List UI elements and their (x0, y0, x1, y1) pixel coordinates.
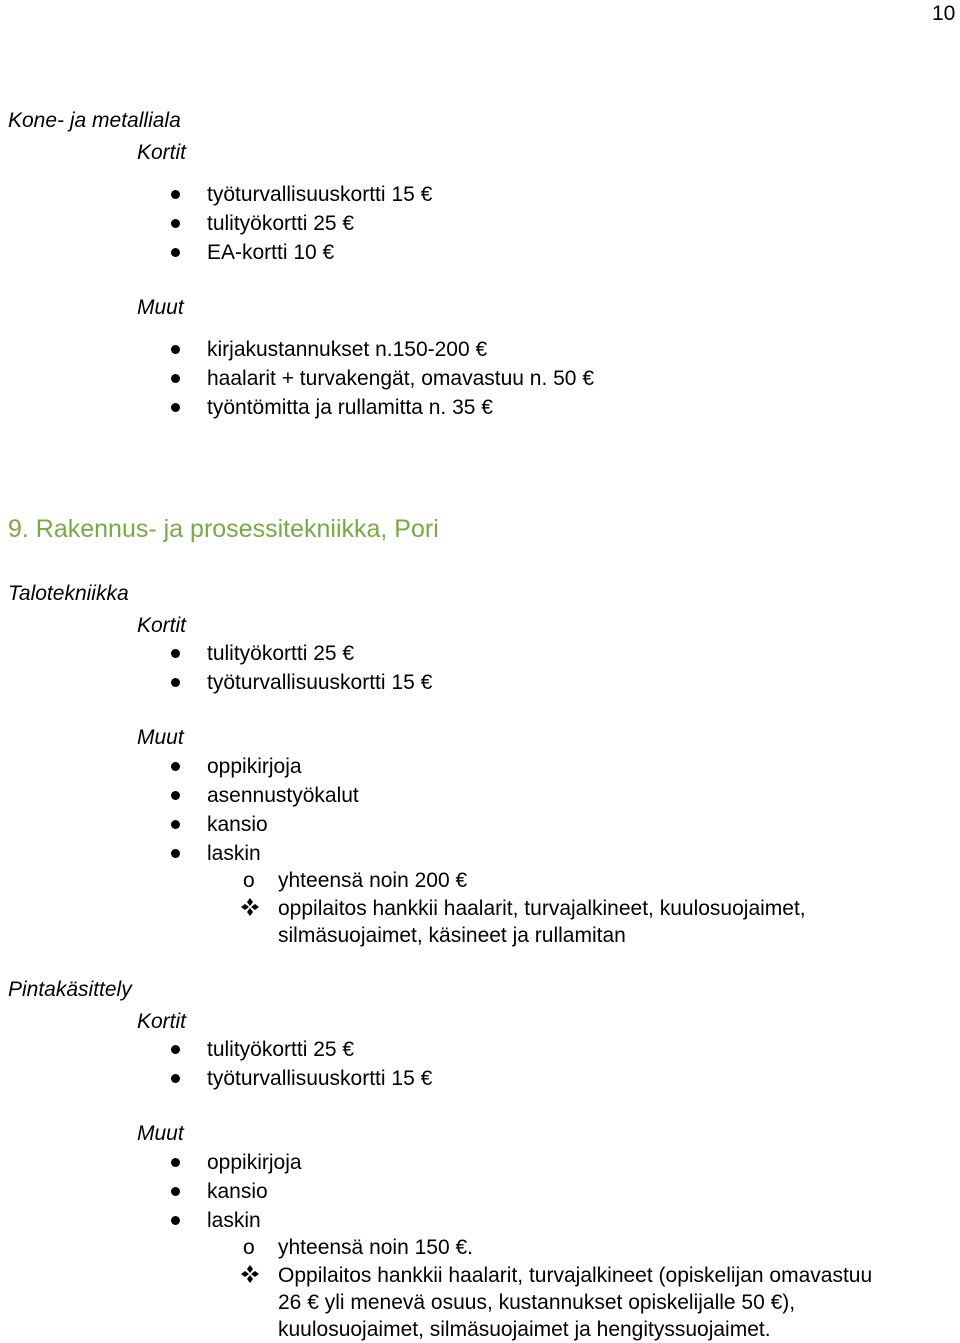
sub-list-item: yhteensä noin 150 €. (278, 1236, 473, 1259)
bullet-icon (171, 1045, 180, 1054)
note-line: Oppilaitos hankkii haalarit, turvajalkineet (opiskelijan omavastuu (278, 1264, 873, 1287)
bullet-icon (171, 649, 180, 658)
sub-list-item: yhteensä noin 200 € (278, 869, 468, 892)
list-item: tulityökortti 25 € (207, 212, 355, 235)
bullet-icon (171, 190, 180, 199)
list-item: oppikirjoja (207, 755, 302, 778)
note-line: oppilaitos hankkii haalarit, turvajalkineet, kuulosuojaimet, (278, 897, 806, 920)
sub-bullet-marker: o (243, 1236, 255, 1259)
list-item: tulityökortti 25 € (207, 1038, 355, 1061)
note-line: kuulosuojaimet, silmäsuojaimet ja hengityssuojaimet. (278, 1318, 771, 1341)
list-item: työturvallisuuskortti 15 € (207, 671, 433, 694)
bullet-icon (171, 374, 180, 383)
muut-label: Muut (137, 296, 184, 319)
page-number: 10 (932, 2, 956, 25)
list-item: oppikirjoja (207, 1151, 302, 1174)
bullet-icon (171, 820, 180, 829)
bullet-icon (171, 219, 180, 228)
list-item: kansio (207, 813, 268, 836)
muut-label: Muut (137, 1122, 184, 1145)
sub-bullet-marker: o (243, 869, 255, 892)
list-item: kirjakustannukset n.150-200 € (207, 338, 488, 361)
bullet-icon (171, 849, 180, 858)
bullet-icon (171, 345, 180, 354)
kortit-label: Kortit (137, 614, 187, 637)
bullet-icon (171, 1187, 180, 1196)
bullet-icon (171, 248, 180, 257)
muut-label: Muut (137, 726, 184, 749)
note-line: 26 € yli menevä osuus, kustannukset opiskelijalle 50 €), (278, 1291, 796, 1314)
list-item: työturvallisuuskortti 15 € (207, 183, 433, 206)
section-title-kone-ja-metalliala: Kone- ja metalliala (8, 109, 181, 132)
list-item: työturvallisuuskortti 15 € (207, 1067, 433, 1090)
bullet-icon (171, 791, 180, 800)
list-item: haalarit + turvakengät, omavastuu n. 50 € (207, 367, 594, 390)
diamond-bullet-icon (240, 897, 260, 917)
bullet-icon (171, 762, 180, 771)
bullet-icon (171, 1158, 180, 1167)
bullet-icon (171, 1074, 180, 1083)
kortit-label: Kortit (137, 141, 187, 164)
bullet-icon (171, 403, 180, 412)
bullet-icon (171, 1216, 180, 1225)
section-heading: 9. Rakennus- ja prosessitekniikka, Pori (8, 515, 439, 543)
note-line: silmäsuojaimet, käsineet ja rullamitan (278, 924, 626, 947)
subsection-title-pintakasittely: Pintakäsittely (8, 978, 132, 1001)
subsection-title-talotekniikka: Talotekniikka (8, 582, 129, 605)
kortit-label: Kortit (137, 1010, 187, 1033)
diamond-bullet-icon (240, 1264, 260, 1284)
list-item: asennustyökalut (207, 784, 359, 807)
list-item: EA-kortti 10 € (207, 241, 335, 264)
list-item: työntömitta ja rullamitta n. 35 € (207, 396, 493, 419)
list-item: kansio (207, 1180, 268, 1203)
bullet-icon (171, 678, 180, 687)
list-item: laskin (207, 1209, 261, 1232)
list-item: tulityökortti 25 € (207, 642, 355, 665)
list-item: laskin (207, 842, 261, 865)
